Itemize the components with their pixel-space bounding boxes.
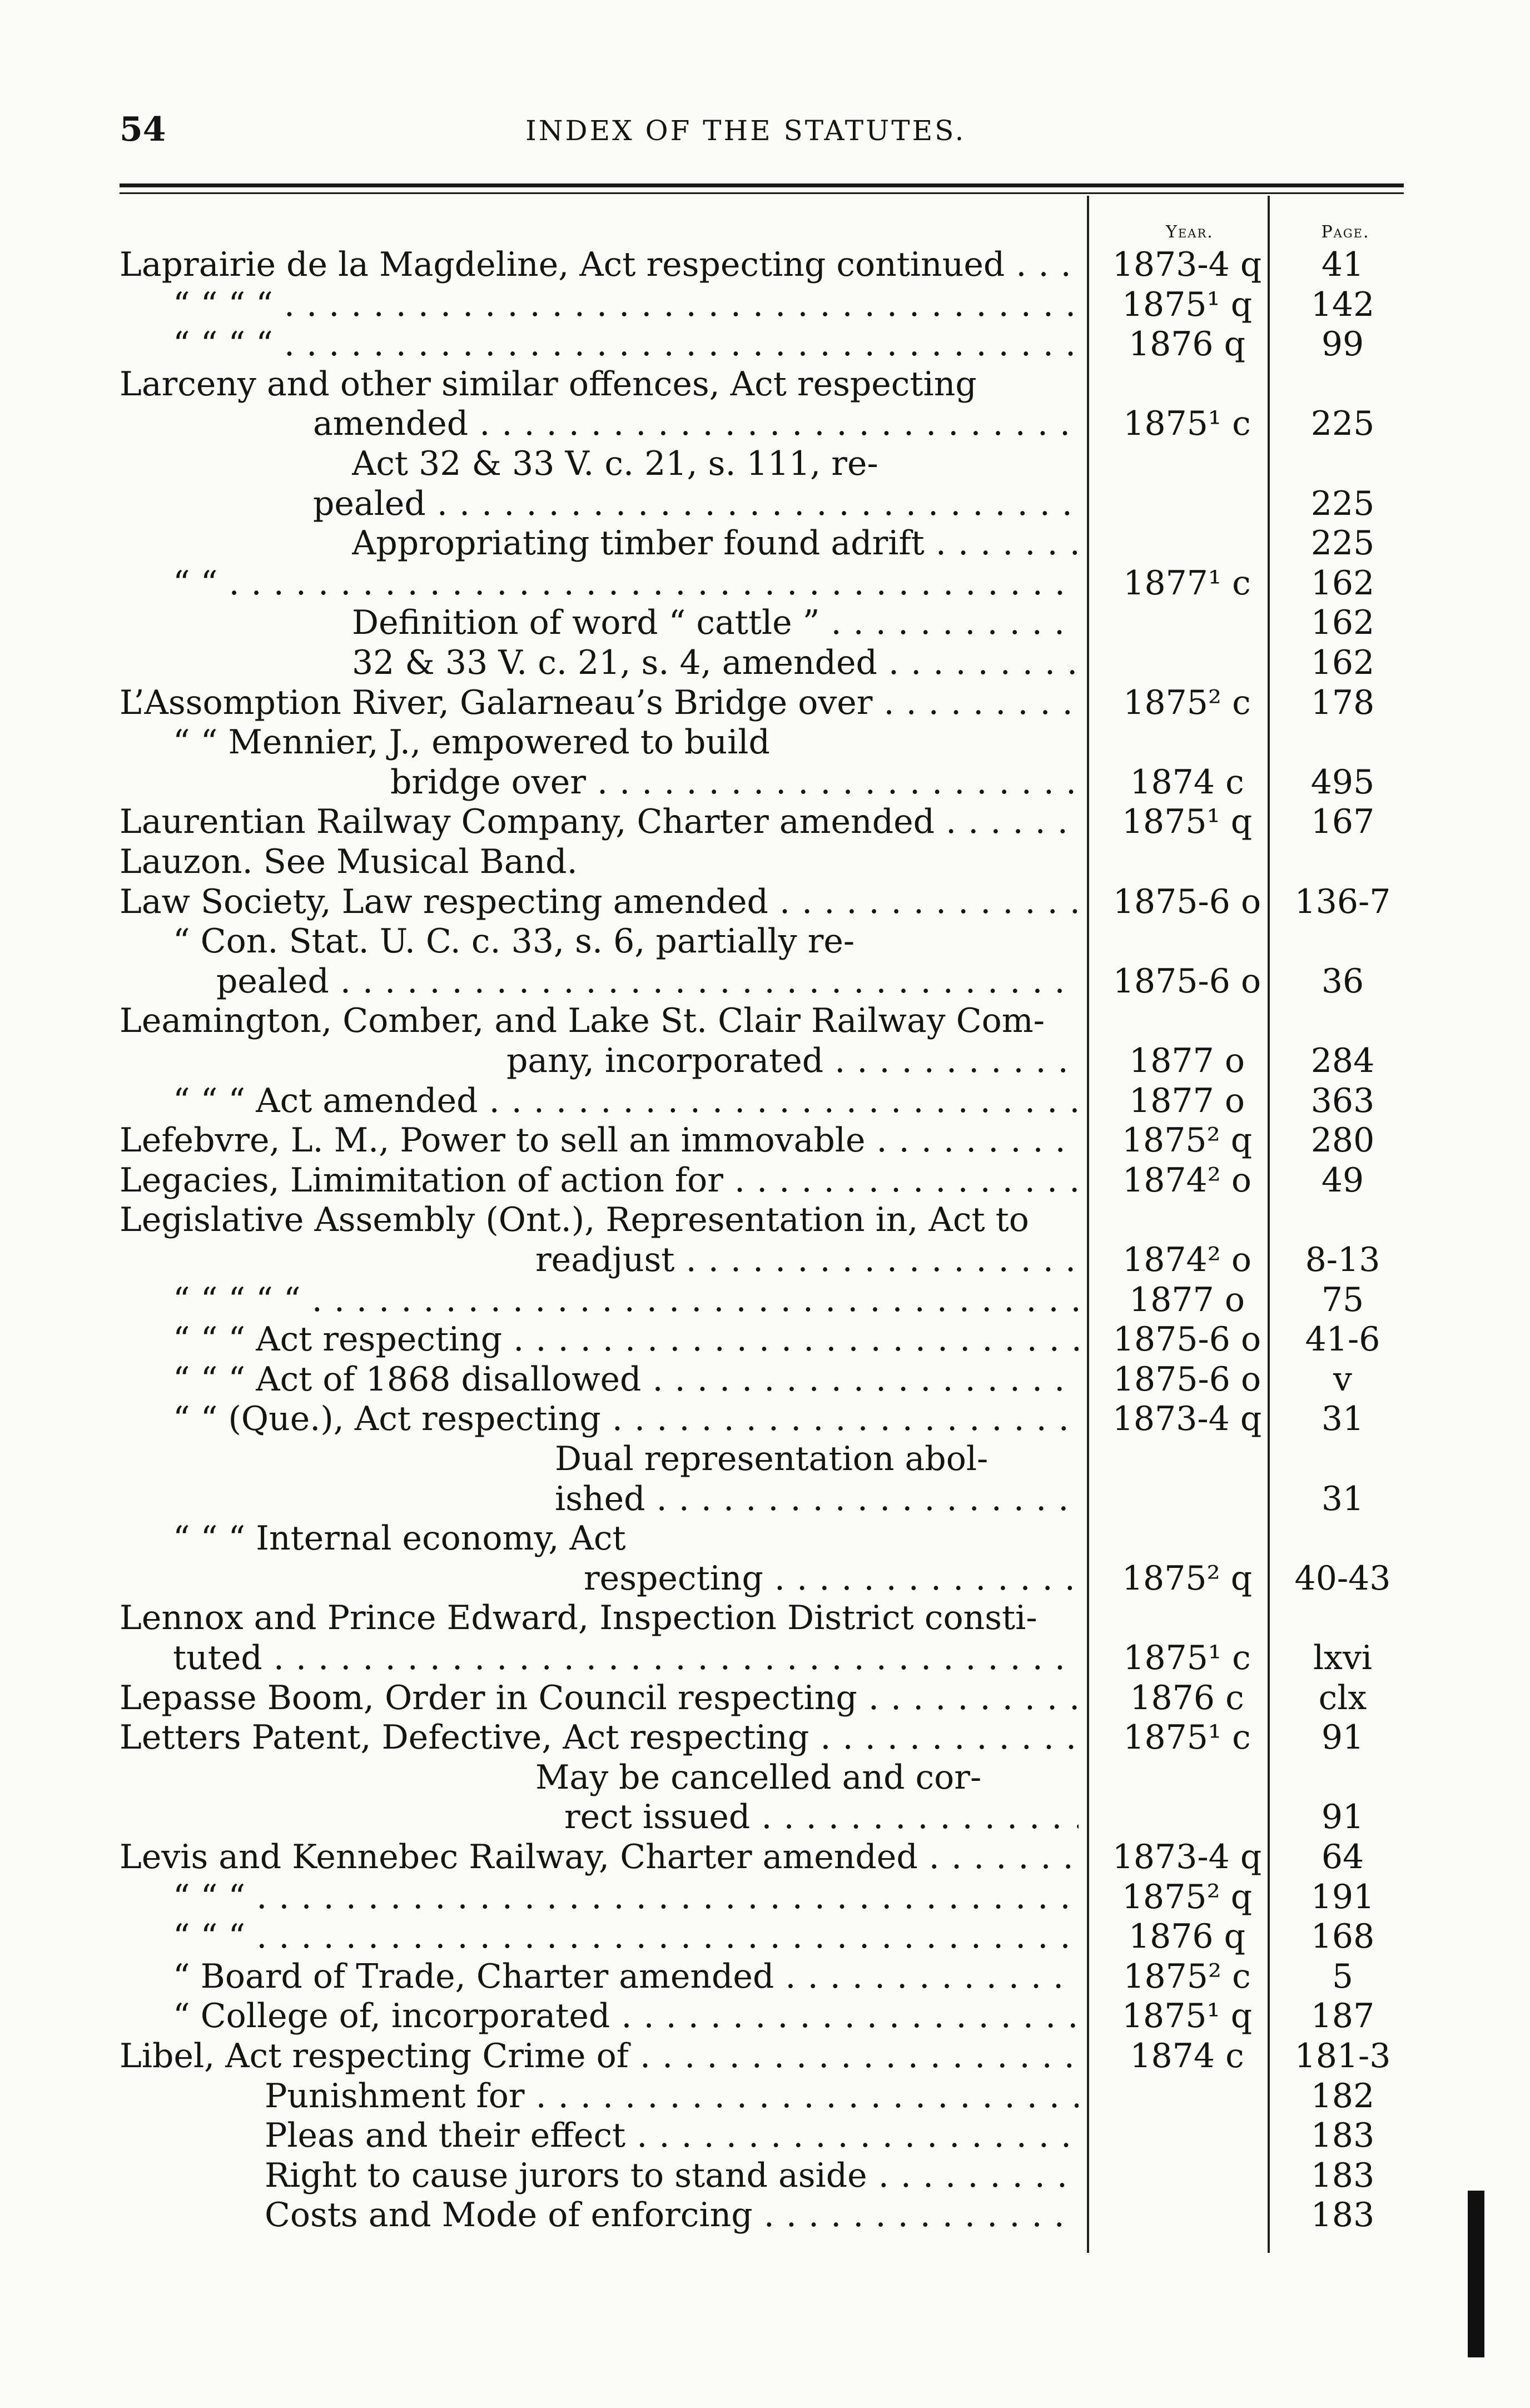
entry-text: “ “ “ Act of 1868 disallowed . . .	[173, 1359, 1079, 1399]
index-entry	[0, 1041, 1530, 1081]
entry-text: Leamington, Comber, and Lake St. Clair Railway Com-	[120, 1001, 1045, 1040]
index-entry	[0, 603, 1530, 643]
entry-text: Pleas and their effect . . .	[265, 2116, 1079, 2156]
entry-text: “ College of, incorporated . . .	[173, 1996, 1079, 2036]
entry-text: L’Assomption River, Galarneau’s Bridge over . . .	[120, 683, 1079, 723]
entry-text: Dual representation abol-	[555, 1439, 988, 1478]
entry-year: 1876 c	[1130, 1679, 1244, 1717]
entry-page: 41-6	[1305, 1320, 1380, 1359]
index-entry	[0, 1240, 1530, 1280]
entry-text: “ “ “ “ . . .	[173, 285, 1079, 325]
page-number: 54	[120, 110, 166, 149]
entry-year: 1875-6 o	[1112, 1320, 1261, 1359]
entry-page: 8-13	[1305, 1240, 1380, 1279]
index-entry	[0, 762, 1530, 802]
entry-page: 183	[1310, 2196, 1375, 2235]
entry-text: Legacies, Limimitation of action for . . .	[120, 1160, 1079, 1200]
index-entry	[0, 2195, 1530, 2235]
index-entry	[0, 1359, 1530, 1399]
entry-year: 1875² q	[1121, 1121, 1253, 1160]
entry-page: 182	[1310, 2077, 1375, 2116]
index-entry	[0, 2036, 1530, 2076]
index-entry	[0, 1996, 1530, 2036]
entry-year: 1873-4 q	[1112, 1838, 1262, 1876]
entry-text: Lauzon. See Musical Band.	[120, 842, 578, 881]
entry-text: ished . . .	[555, 1479, 1079, 1519]
entry-year: 1875² q	[1121, 1559, 1253, 1598]
entry-year: 1874² o	[1122, 1240, 1251, 1279]
entry-text: Laprairie de la Magdeline, Act respecting continued . . .	[120, 245, 1079, 285]
entry-text: “ “ “ Act amended . . .	[173, 1081, 1079, 1121]
index-entry	[0, 1200, 1530, 1240]
entry-text: Letters Patent, Defective, Act respecting . . .	[120, 1717, 1079, 1757]
entry-page: 162	[1310, 603, 1375, 642]
entry-text: Levis and Kennebec Railway, Charter amended . . .	[120, 1837, 1079, 1877]
entry-year: 1873-4 q	[1112, 1399, 1262, 1438]
entry-year: 1875-6 o	[1112, 1360, 1261, 1399]
entry-text: pealed . . .	[313, 484, 1079, 524]
entry-year: 1877 o	[1129, 1280, 1245, 1319]
entry-text: 32 & 33 V. c. 21, s. 4, amended . . .	[352, 643, 1079, 683]
entry-page: 178	[1310, 683, 1375, 722]
entry-year: 1875¹ c	[1123, 404, 1251, 443]
index-entry	[0, 921, 1530, 961]
entry-text: Lennox and Prince Edward, Inspection District consti-	[120, 1598, 1037, 1637]
index-entry	[0, 683, 1530, 723]
index-entry	[0, 1558, 1530, 1598]
entry-text: “ “ “ . . .	[173, 1877, 1079, 1917]
page-column-header: Page.	[1321, 222, 1370, 242]
index-entry	[0, 1001, 1530, 1041]
entry-year: 1874² o	[1122, 1161, 1251, 1200]
entry-text: “ “ “ “ . . .	[173, 324, 1079, 364]
entry-text: Costs and Mode of enforcing . . .	[265, 2195, 1079, 2235]
index-entry	[0, 842, 1530, 882]
index-entry	[0, 2156, 1530, 2196]
index-entry	[0, 245, 1530, 285]
index-entry	[0, 1439, 1530, 1479]
entry-page: 280	[1310, 1121, 1375, 1160]
entry-text: rect issued . . .	[564, 1797, 1079, 1837]
index-entry	[0, 643, 1530, 683]
entry-page: v	[1333, 1360, 1352, 1399]
entry-year: 1875¹ q	[1121, 285, 1253, 324]
entry-text: Libel, Act respecting Crime of . . .	[120, 2036, 1079, 2076]
index-entry	[0, 1160, 1530, 1200]
entry-page: 91	[1321, 1718, 1364, 1757]
entry-page: 64	[1321, 1838, 1364, 1876]
entry-text: tuted . . .	[173, 1638, 1079, 1678]
entry-text: bridge over . . .	[390, 762, 1079, 802]
entry-page: 31	[1321, 1479, 1364, 1518]
entry-text: “ “ (Que.), Act respecting . . .	[173, 1399, 1079, 1439]
index-entry	[0, 1399, 1530, 1439]
entry-year: 1875¹ q	[1121, 802, 1253, 841]
entry-year: 1875-6 o	[1112, 882, 1261, 921]
entry-year: 1875² c	[1123, 1957, 1251, 1996]
entry-page: 142	[1310, 285, 1375, 324]
index-entry	[0, 1757, 1530, 1798]
entry-text: Appropriating timber found adrift . . .	[352, 523, 1079, 563]
entry-page: 225	[1310, 524, 1375, 563]
entry-page: 181-3	[1294, 2037, 1391, 2076]
entry-page: 136-7	[1294, 882, 1391, 921]
entry-text: “ “ “ . . .	[173, 1917, 1079, 1957]
entry-text: Lefebvre, L. M., Power to sell an immovable . . .	[120, 1120, 1079, 1160]
entry-text: Right to cause jurors to stand aside . . .	[265, 2156, 1079, 2196]
entry-page: 162	[1310, 643, 1375, 682]
entry-page: 168	[1310, 1917, 1375, 1956]
entry-text: Punishment for . . .	[265, 2076, 1079, 2116]
entry-text: “ Board of Trade, Charter amended . . .	[173, 1957, 1079, 1997]
index-entry	[0, 1957, 1530, 1997]
entry-page: clx	[1318, 1679, 1367, 1717]
entry-year: 1875¹ c	[1123, 1718, 1251, 1757]
entry-page: 167	[1310, 802, 1375, 841]
index-entry	[0, 1917, 1530, 1957]
entry-page: 225	[1310, 404, 1375, 443]
entry-text: pany, incorporated . . .	[506, 1041, 1079, 1081]
index-entry	[0, 285, 1530, 325]
entry-page: 495	[1310, 763, 1375, 802]
index-entry	[0, 1598, 1530, 1638]
index-entry	[0, 961, 1530, 1001]
entry-page: 183	[1310, 2116, 1375, 2155]
entry-year: 1875² c	[1123, 683, 1251, 722]
entry-text: Act 32 & 33 V. c. 21, s. 111, re-	[352, 444, 878, 483]
index-entry	[0, 1479, 1530, 1519]
index-entry	[0, 1518, 1530, 1558]
entry-text: pealed . . .	[216, 961, 1079, 1001]
index-entry	[0, 364, 1530, 404]
index-entry	[0, 563, 1530, 603]
entry-year: 1873-4 q	[1112, 245, 1262, 284]
entry-text: “ “ . . .	[173, 563, 1079, 603]
entry-year: 1874 c	[1130, 763, 1244, 802]
entry-year: 1875² q	[1121, 1878, 1253, 1917]
entry-page: 91	[1321, 1798, 1364, 1836]
entry-text: Legislative Assembly (Ont.), Representation in, Act to	[120, 1200, 1029, 1239]
index-entry	[0, 1280, 1530, 1320]
entry-year: 1875¹ c	[1123, 1639, 1251, 1677]
entry-text: readjust . . .	[535, 1240, 1079, 1280]
page-header	[120, 110, 1404, 149]
index-entry	[0, 1081, 1530, 1121]
entry-year: 1876 q	[1128, 1917, 1246, 1956]
entry-text: respecting . . .	[584, 1558, 1079, 1598]
page-title: INDEX OF THE STATUTES.	[525, 115, 966, 147]
entry-page: 187	[1310, 1997, 1375, 2035]
entry-year: 1875-6 o	[1112, 962, 1261, 1001]
index-entry	[0, 1319, 1530, 1359]
index-entry	[0, 484, 1530, 524]
entry-text: Larceny and other similar offences, Act respecting	[120, 365, 977, 404]
index-entry	[0, 1120, 1530, 1160]
index-entry	[0, 1877, 1530, 1917]
index-entry	[0, 404, 1530, 444]
index-entry	[0, 882, 1530, 922]
entry-page: 99	[1321, 325, 1364, 364]
entry-text: Law Society, Law respecting amended . . .	[120, 882, 1079, 922]
index-entry	[0, 1717, 1530, 1757]
entry-page: 191	[1310, 1878, 1375, 1917]
index-entry	[0, 1837, 1530, 1877]
entry-text: “ “ Mennier, J., empowered to build	[173, 723, 770, 762]
header-rule-thin	[120, 192, 1404, 194]
entry-page: 162	[1310, 564, 1375, 603]
entry-text: Lepasse Boom, Order in Council respecting . . .	[120, 1678, 1079, 1718]
year-column-header: Year.	[1166, 222, 1214, 242]
entry-page: 49	[1321, 1161, 1364, 1200]
entry-page: 31	[1321, 1399, 1364, 1438]
entry-page: 5	[1332, 1957, 1354, 1996]
index-entry	[0, 1678, 1530, 1718]
index-entry	[0, 444, 1530, 484]
entry-text: “ “ “ Act respecting . . .	[173, 1319, 1079, 1359]
entry-page: 225	[1310, 484, 1375, 523]
entry-year: 1877 o	[1129, 1081, 1245, 1120]
entry-page: 40-43	[1294, 1559, 1391, 1598]
index-entry	[0, 2076, 1530, 2116]
entry-page: 36	[1321, 962, 1364, 1001]
entry-year: 1877¹ c	[1123, 564, 1251, 603]
entry-year: 1874 c	[1130, 2037, 1244, 2076]
entry-year: 1875¹ q	[1121, 1997, 1253, 2035]
header-rule-thick	[120, 183, 1404, 187]
index-entry	[0, 2116, 1530, 2156]
entry-page: 41	[1321, 245, 1364, 284]
entry-year: 1877 o	[1129, 1041, 1245, 1080]
entry-page: 75	[1321, 1280, 1364, 1319]
index-entry	[0, 802, 1530, 842]
index-entry	[0, 1638, 1530, 1678]
entry-text: Definition of word “ cattle ” . . .	[352, 603, 1079, 643]
entry-page: 363	[1310, 1081, 1375, 1120]
index-entry	[0, 523, 1530, 563]
entry-page: lxvi	[1313, 1639, 1373, 1677]
entry-text: amended . . .	[313, 404, 1079, 444]
entry-text: “ “ “ Internal economy, Act	[173, 1519, 626, 1558]
entry-year: 1876 q	[1128, 325, 1246, 364]
entry-text: “ “ “ “ “ . . .	[173, 1280, 1079, 1320]
index-entry	[0, 722, 1530, 762]
entry-text: “ Con. Stat. U. C. c. 33, s. 6, partially re-	[173, 922, 855, 961]
index-entry	[0, 1797, 1530, 1837]
entry-text: May be cancelled and cor-	[535, 1758, 982, 1797]
entry-text: Laurentian Railway Company, Charter amended . . .	[120, 802, 1079, 842]
entry-page: 284	[1310, 1041, 1375, 1080]
scan-edge-mark	[1468, 2191, 1484, 2357]
index-entry	[0, 324, 1530, 364]
entry-page: 183	[1310, 2156, 1375, 2195]
